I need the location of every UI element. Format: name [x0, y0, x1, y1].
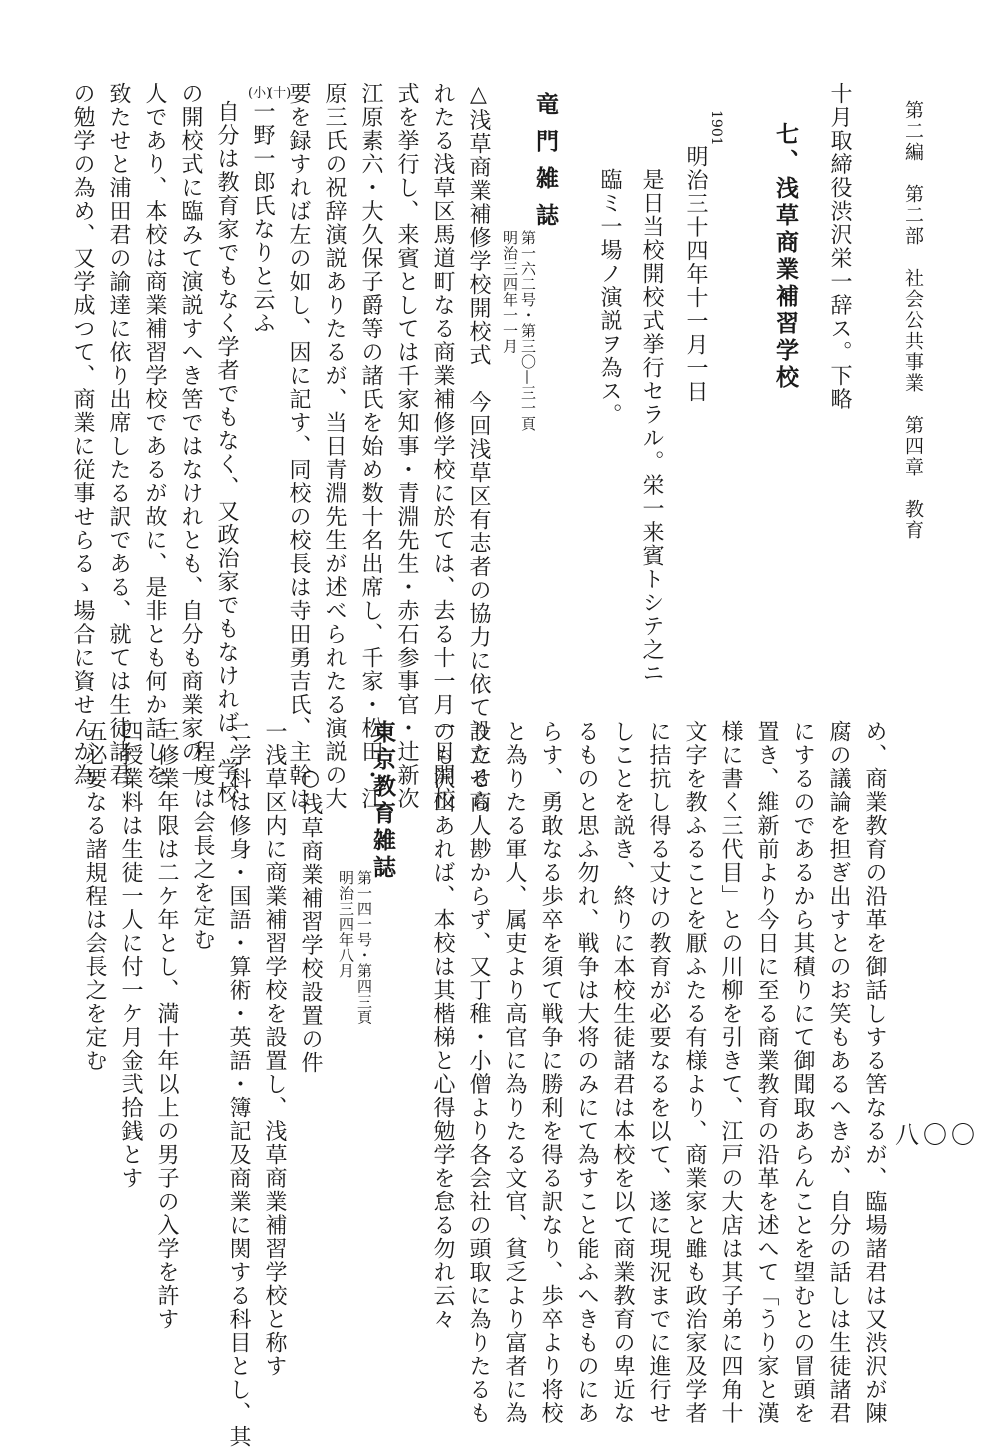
item-1: 一浅草区内に商業補習学校を設置し、浅草商業補習学校と称す	[262, 720, 287, 1378]
top-col-10: 人であり、本校は商業補習学校であるが故に、是非とも何か話しを	[142, 82, 167, 787]
top-col-12: の勉学の為め、又学成つて、商業に従事せらるゝ場合に資せんが為	[70, 82, 95, 787]
source-ref-tokyo-2: 明治三四年八月	[337, 870, 355, 979]
top-col-9: の開校式に臨みて演説すへき筈ではなけれとも、自分も商業家の一	[178, 82, 203, 787]
year-label: 1901	[708, 110, 724, 146]
intro-line: 十月取締役渋沢栄一辞ス。下略	[827, 82, 852, 411]
bottom-col-4: 置き、維新前より今日に至る商業教育の沿革を述へて「うり家と漢	[754, 720, 779, 1425]
bottom-col-9: るものと思ふ勿れ、戦争は大将のみにて為すこと能ふへきものにあ	[574, 720, 599, 1425]
bottom-col-2: 腐の議論を担ぎ出すとのお笑もあるへきが、自分の話しは生徒諸君	[826, 720, 851, 1425]
top-col-6: 要を録すれば左の如し、因に記す、同校の校長は寺田勇吉氏、主幹は	[286, 82, 311, 811]
top-col-3: 式を挙行し、来賓としては千家知事・青淵先生・赤石参事官・辻新次	[394, 82, 419, 811]
top-col-1: △浅草商業補修学校開校式 今回浅草区有志者の協力に依て設立せら	[466, 82, 491, 814]
source-ref-ryumon-2: 明治三四年一一月	[501, 230, 519, 354]
entry-date: 明治三十四年十一月一日	[683, 145, 708, 404]
top-col-7: 一野一郎氏なりと云ふ	[250, 100, 275, 335]
top-col-8: 自分は教育家でもなく学者でもなく、又政治家でもなければ、学校	[214, 100, 239, 805]
section-heading: 七、浅草商業補習学校	[772, 122, 799, 392]
top-col-2: れたる浅草区馬道町なる商業補修学校に於ては、去る十一月一日開校	[430, 82, 455, 811]
bottom-col-7: に拮抗し得る丈けの教育が必要なるを以て、遂に現況までに進行せ	[646, 720, 671, 1425]
top-col-4: 江原素六・大久保子爵等の諸氏を始め数十名出席し、千家・松田・江	[358, 82, 383, 811]
bottom-col-3: にするのであるから其積りにて御聞取あらんことを望むとの冒頭を	[790, 720, 815, 1425]
source-title-ryumon: 竜門雑誌	[532, 92, 559, 240]
item-3: 三修業年限は二ケ年とし、満十年以上の男子の入学を許す	[154, 720, 179, 1331]
source-ref-tokyo-1: 第一四一号・第四三頁	[355, 870, 373, 1025]
item-4: 四授業料は生徒一人に付一ケ月金弐拾銭とす	[118, 720, 143, 1190]
entry-text-1: 是日当校開校式挙行セラル。栄一来賓トシテ之ニ	[639, 168, 664, 685]
bottom-col-11: と為りたる軍人、属吏より高官に為りたる文官、貧乏より富者に為	[502, 720, 527, 1425]
page-number: 八〇〇	[895, 1121, 979, 1149]
source-title-tokyo: 東京教育雑誌	[369, 720, 396, 882]
annotation-ten: (十)	[268, 86, 292, 101]
item-5: 五必要なる諸規程は会長之を定む	[82, 720, 107, 1073]
annotation-small: (小)	[248, 86, 272, 101]
item-2: 二学科は修身・国語・算術・英語・簿記及商業に関する科目とし、其	[226, 720, 251, 1449]
bottom-col-1: め、商業教育の沿革を御話しする筈なるが、臨場諸君は又渋沢が陳	[862, 720, 887, 1425]
bottom-col-5: 様に書く三代目」との川柳を引きて、江戸の大店は其子弟に四角十	[718, 720, 743, 1425]
bottom-col-12: りたる商人尠からず、又丁稚・小僧より各会社の頭取に為りたるも	[466, 720, 491, 1425]
item-2-cont: 程度は会長之を定む	[190, 740, 215, 952]
entry-text-2: 臨ミ一場ノ演説ヲ為ス。	[597, 168, 622, 427]
running-header: 第二編 第二部 社会公共事業 第四章 教育	[902, 100, 924, 541]
bottom-col-8: しことを説き、終りに本校生徒諸君は本校を以て商業教育の卑近な	[610, 720, 635, 1425]
notice-title: ○浅草商業補習学校設置の件	[298, 766, 323, 1075]
bottom-col-6: 文字を教ふることを厭ふたる有様より、商業家と雖も政治家及学者	[682, 720, 707, 1425]
top-col-5: 原三氏の祝辞演説ありたるが、当日青淵先生が述べられたる演説の大	[322, 82, 347, 811]
bottom-col-10: らす、勇敢なる歩卒を須て戦争に勝利を得る訳なり、歩卒より将校	[538, 720, 563, 1425]
top-col-11: 致たせと浦田君の諭達に依り出席したる訳である、就ては生徒諸君	[106, 82, 131, 787]
source-ref-ryumon-1: 第一六二号・第三〇—三一頁	[519, 230, 537, 432]
bottom-col-13: のも沢山あれば、本校は其楷梯と心得勉学を怠る勿れ云々	[430, 720, 455, 1331]
